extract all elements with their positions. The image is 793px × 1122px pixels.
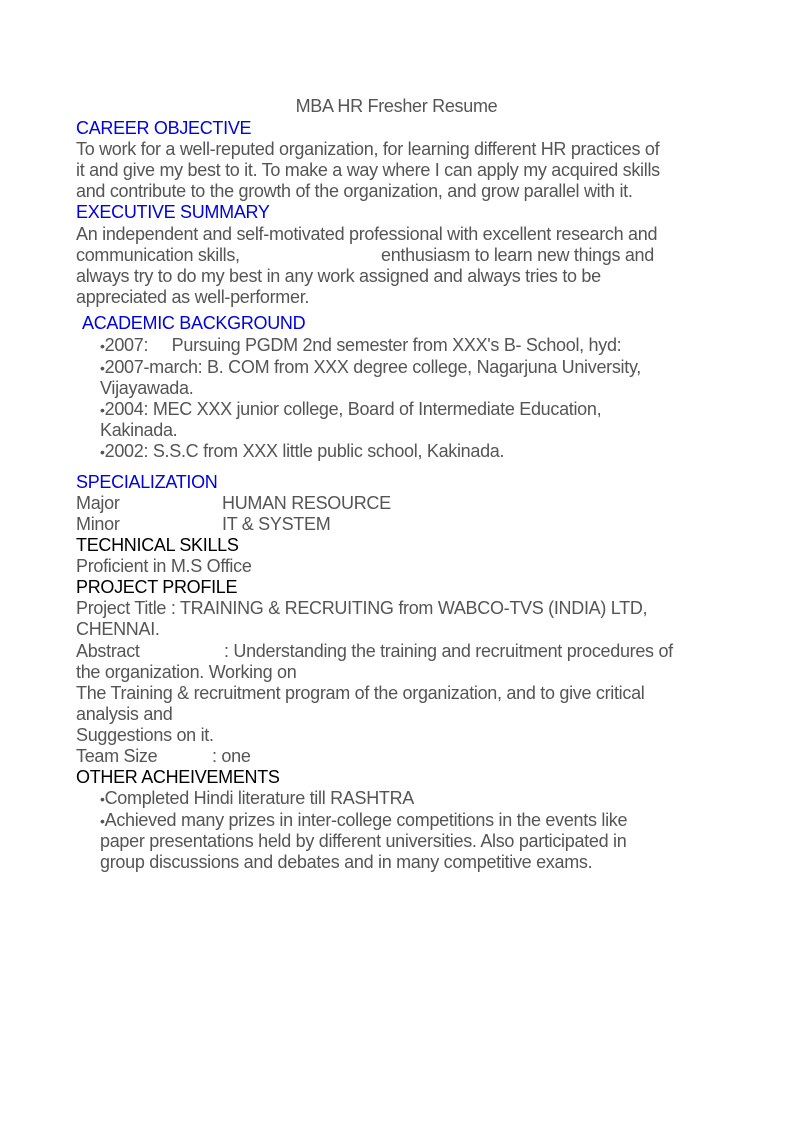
achievement-item-continuation: group discussions and debates and in many competitive exams. <box>100 852 593 872</box>
career-objective-line: and contribute to the growth of the organization, and grow parallel with it. <box>76 181 633 201</box>
project-abstract-label: Abstract <box>76 641 140 661</box>
achievement-item <box>100 810 627 832</box>
document-title: MBA HR Fresher Resume <box>295 96 498 116</box>
academic-item-text: 2007: Pursuing PGDM 2nd semester from XXX's B- School, hyd: <box>104 335 622 355</box>
academic-item <box>100 357 641 379</box>
executive-summary-line: appreciated as well-performer. <box>76 287 310 307</box>
project-profile-heading: PROJECT PROFILE <box>76 577 238 597</box>
bullet-icon: • <box>100 402 105 418</box>
executive-summary-line: An independent and self-motivated professional with excellent research and <box>76 224 658 244</box>
bullet-icon: • <box>100 338 105 354</box>
project-abstract-line: analysis and <box>76 704 173 724</box>
career-objective-line: To work for a well-reputed organization, for learning different HR practices of <box>76 139 660 159</box>
achievement-item-text: Achieved many prizes in inter-college competitions in the events like <box>104 810 628 830</box>
achievement-item-text: Completed Hindi literature till RASHTRA <box>104 788 415 808</box>
project-abstract-line: Suggestions on it. <box>76 725 214 745</box>
other-achievements-heading: OTHER ACHEIVEMENTS <box>76 767 280 787</box>
executive-summary-line: always try to do my best in any work assigned and always tries to be <box>76 266 601 286</box>
specialization-value: IT & SYSTEM <box>222 514 331 534</box>
specialization-value: HUMAN RESOURCE <box>222 493 391 513</box>
technical-skills-heading: TECHNICAL SKILLS <box>76 535 239 555</box>
academic-item-continuation: Vijayawada. <box>100 378 194 398</box>
project-abstract-text: : Understanding the training and recruitment procedures of <box>224 641 673 661</box>
academic-item <box>100 399 601 421</box>
academic-background-heading: ACADEMIC BACKGROUND <box>82 313 306 333</box>
career-objective-heading: CAREER OBJECTIVE <box>76 118 252 138</box>
academic-item-text: 2002: S.S.C from XXX little public school, Kakinada. <box>104 441 505 461</box>
project-title-line: CHENNAI. <box>76 619 160 639</box>
bullet-icon: • <box>100 813 105 829</box>
bullet-icon: • <box>100 444 105 460</box>
specialization-heading: SPECIALIZATION <box>76 472 218 492</box>
technical-skills-line: Proficient in M.S Office <box>76 556 252 576</box>
academic-item-text: 2007-march: B. COM from XXX degree college, Nagarjuna University, <box>104 357 642 377</box>
academic-item-text: 2004: MEC XXX junior college, Board of Intermediate Education, <box>104 399 602 419</box>
academic-item <box>100 441 504 463</box>
specialization-label: Minor <box>76 514 120 534</box>
academic-item-continuation: Kakinada. <box>100 420 178 440</box>
executive-summary-line: enthusiasm to learn new things and <box>381 245 654 265</box>
specialization-label: Major <box>76 493 120 513</box>
career-objective-line: it and give my best to it. To make a way where I can apply my acquired skills <box>76 160 660 180</box>
academic-item <box>100 335 621 357</box>
project-abstract-line: the organization. Working on <box>76 662 297 682</box>
team-size-value: : one <box>212 746 251 766</box>
executive-summary-line: communication skills, <box>76 245 240 265</box>
bullet-icon: • <box>100 791 105 807</box>
project-abstract-line: The Training & recruitment program of the organization, and to give critical <box>76 683 645 703</box>
executive-summary-heading: EXECUTIVE SUMMARY <box>76 202 270 222</box>
bullet-icon: • <box>100 360 105 376</box>
achievement-item <box>100 788 414 810</box>
team-size-label: Team Size <box>76 746 158 766</box>
project-title-line: Project Title : TRAINING & RECRUITING from WABCO-TVS (INDIA) LTD, <box>76 598 648 618</box>
achievement-item-continuation: paper presentations held by different universities. Also participated in <box>100 831 627 851</box>
